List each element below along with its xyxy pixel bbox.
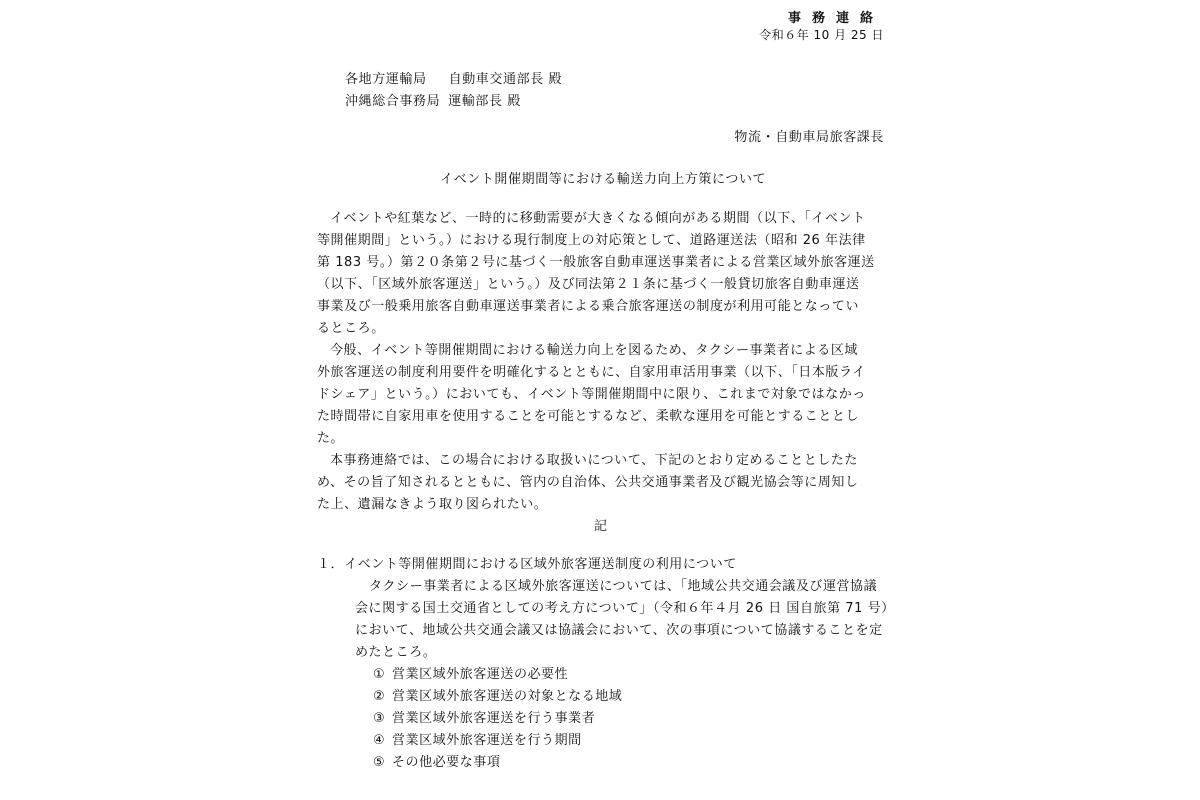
body-line: イベントや紅葉など、一時的に移動需要が大きくなる傾向がある期間（以下、「イベント	[330, 211, 866, 226]
body-line: 等開催期間」という。）における現行制度上の対応策として、道路運送法（昭和 26 年法律	[317, 233, 866, 248]
item-text: その他必要な事項	[392, 755, 501, 770]
addressee-org: 沖縄総合事務局	[345, 94, 441, 109]
body-line: （以下、「区域外旅客運送」という。）及び同法第２１条に基づく一般貸切旅客自動車運送	[317, 277, 860, 292]
body-line: 本事務連絡では、この場合における取扱いについて、下記のとおり定めることとしたた	[330, 453, 858, 468]
document-date: 令和６年 10 月 25 日	[759, 28, 884, 42]
body-line: た上、遺漏なきよう取り図られたい。	[317, 497, 548, 512]
list-item	[317, 708, 889, 730]
item-number: ⑤	[373, 755, 386, 770]
body-line: 外旅客運送の制度利用要件を明確化するとともに、自家用車活用事業（以下、「日本版ライ	[317, 365, 866, 380]
list-item	[317, 730, 889, 752]
item-number: ①	[373, 667, 386, 682]
document-subject: イベント開催期間等における輸送力向上方策について	[440, 172, 767, 187]
body-line: 今般、イベント等開催期間における輸送力向上を図るため、タクシー事業者による区域	[330, 343, 858, 358]
addressee-title: 運輸部長 殿	[448, 94, 521, 109]
addressee-line	[345, 68, 562, 87]
document-type-label: 事務連絡	[787, 11, 884, 26]
section-1	[317, 554, 895, 774]
ki-heading: 記	[594, 519, 608, 534]
body-text	[317, 208, 889, 516]
item-text: 営業区域外旅客運送の対象となる地域	[392, 689, 623, 704]
addressee-line	[345, 90, 521, 109]
section-line: において、地域公共交通会議又は協議会において、次の事項について協議することを定	[355, 623, 883, 638]
section-line: めたところ。	[355, 645, 437, 660]
item-text: 営業区域外旅客運送の必要性	[392, 667, 569, 682]
body-line: 事業及び一般乗用旅客自動車運送事業者による乗合旅客運送の制度が利用可能となってい	[317, 299, 860, 314]
item-text: 営業区域外旅客運送を行う期間	[392, 733, 582, 748]
item-number: ③	[373, 711, 386, 726]
body-line: め、その旨了知されるとともに、管内の自治体、公共交通事業者及び観光協会等に周知し	[317, 475, 859, 490]
item-text: 営業区域外旅客運送を行う事業者	[392, 711, 596, 726]
list-item	[317, 664, 889, 686]
body-line: 第 183 号。）第２０条第２号に基づく一般旅客自動車運送事業者による営業区域外旅客運送	[317, 255, 875, 270]
list-item	[317, 686, 889, 708]
section-line: タクシー事業者による区域外旅客運送については、「地域公共交通会議及び運営協議	[369, 579, 878, 594]
section-heading: １．イベント等開催期間における区域外旅客運送制度の利用について	[317, 557, 737, 572]
list-item	[317, 752, 889, 774]
item-number: ④	[373, 733, 386, 748]
body-line: るところ。	[317, 321, 385, 336]
sender: 物流・自動車局旅客課長	[734, 130, 884, 145]
body-line: た。	[317, 431, 345, 446]
body-line: ドシェア」という。）においても、イベント等開催期間中に限り、これまで対象ではなかっ	[317, 387, 866, 402]
body-line: た時間帯に自家用車を使用することを可能とするなど、柔軟な運用を可能とすることとし	[317, 409, 860, 424]
section-line: 会に関する国土交通省としての考え方について」（令和６年４月 26 日 国自旅第 71 号）	[355, 601, 895, 616]
addressee-title: 自動車交通部長 殿	[448, 72, 563, 87]
item-number: ②	[373, 689, 386, 704]
addressee-org: 各地方運輸局	[345, 72, 427, 87]
